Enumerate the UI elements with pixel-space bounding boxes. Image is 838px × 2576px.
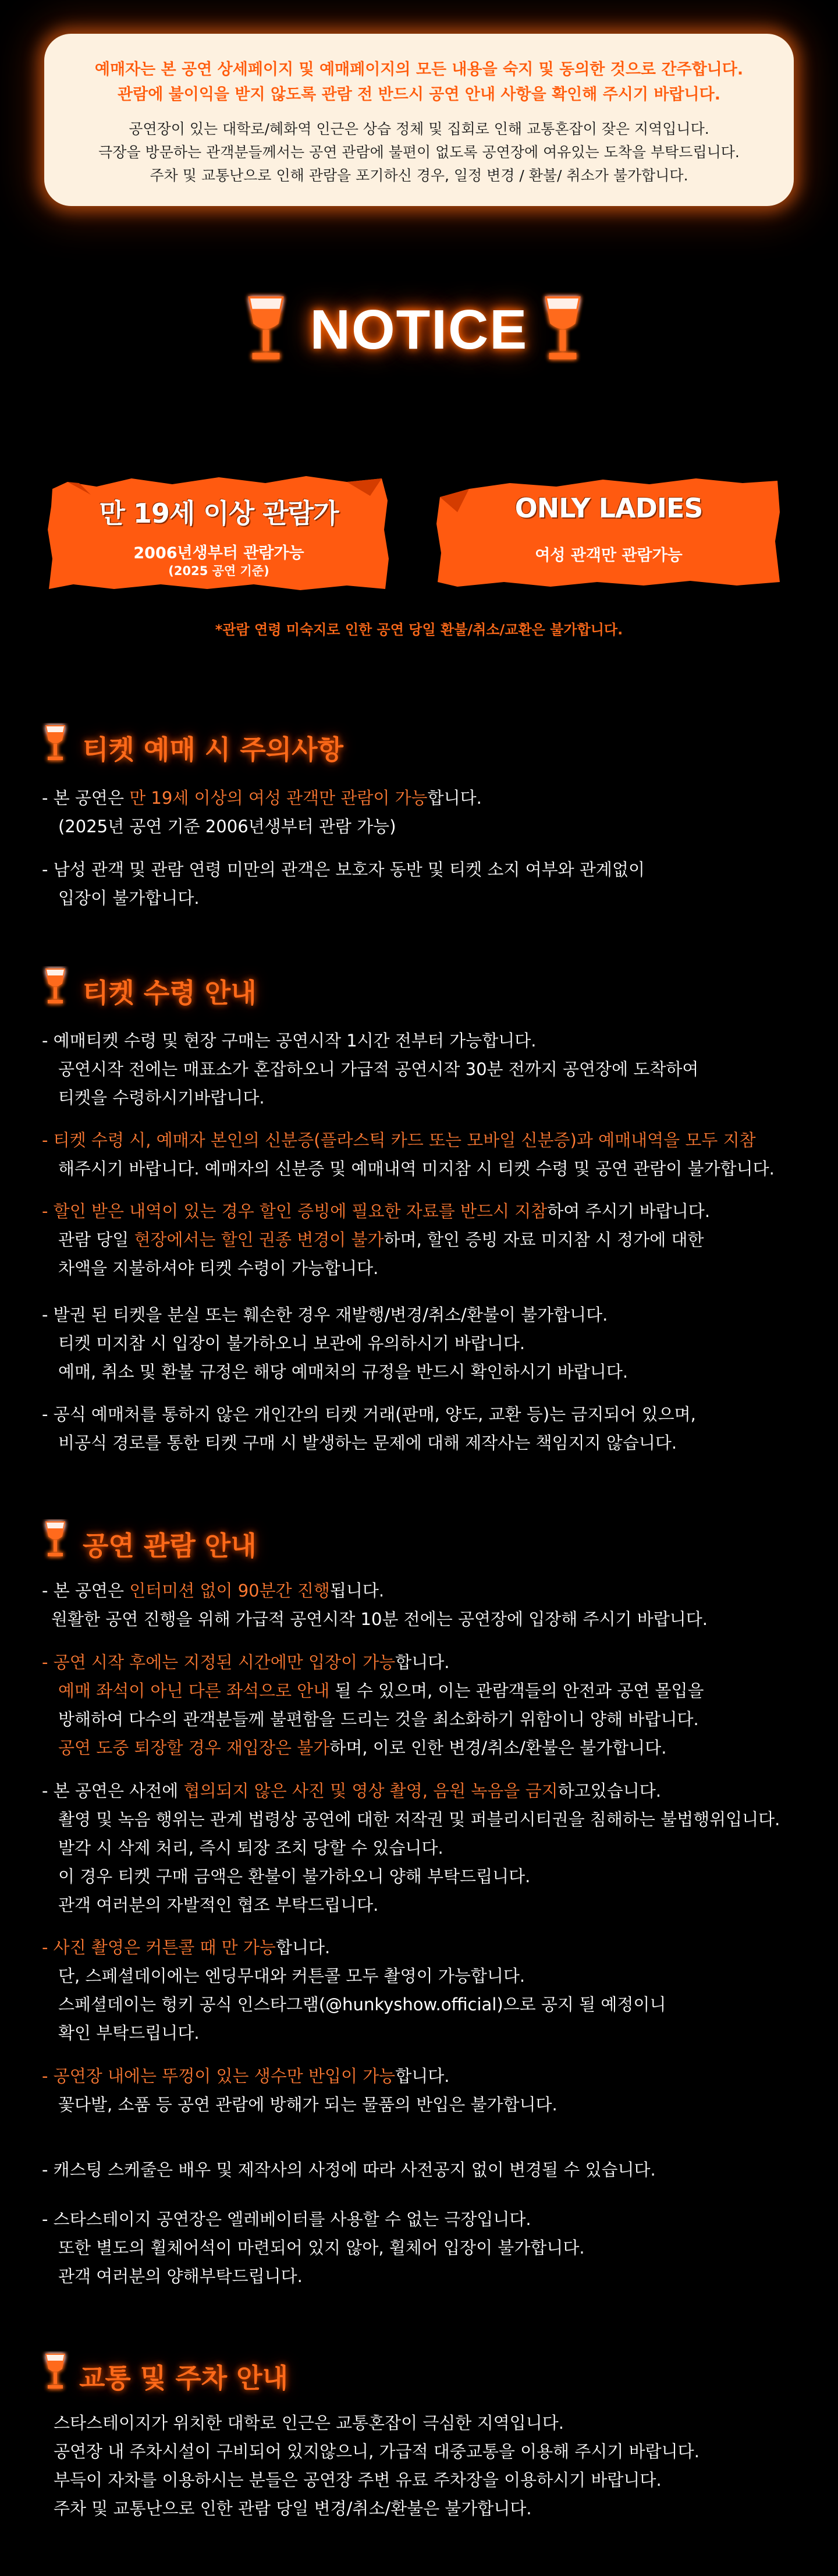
age-note: *관람 연령 미숙지로 인한 공연 당일 환불/취소/교환은 불가합니다.	[215, 622, 623, 638]
section-title-text: 티켓 수령 안내	[83, 977, 257, 1009]
age-badge-title: 만 19세 이상 관람가	[99, 498, 339, 529]
glass-icon	[537, 291, 589, 367]
ticket-pickup-item: - 발권 된 티켓을 분실 또는 훼손한 경우 재발행/변경/취소/환불이 불가합니다. 티켓 미지참 시 입장이 불가하오니 보관에 유의하시기 바랍니다. 예매, 취소 및 환불 규정은 해당 예매처의 규정을 반드시 확인하시기 바랍니다.	[42, 1305, 628, 1382]
ladies-badge-sub: 여성 관객만 관람가능	[535, 547, 683, 565]
glass-icon	[41, 1519, 70, 1562]
notice-box	[44, 34, 794, 206]
ladies-badge-title: ONLY LADIES	[514, 492, 703, 524]
warning-line: 관람에 불이익을 받지 않도록 관람 전 반드시 공연 안내 사항을 확인해 주시기 바랍니다.	[118, 86, 720, 104]
torn-paper-shape	[434, 466, 783, 594]
traffic-text: 스타스테이지가 위치한 대학로 인근은 교통혼잡이 극심한 지역입니다. 공연장 내 주차시설이 구비되어 있지않으니, 가급적 대중교통을 이용해 주시기 바랍니다. 부득이 자차를 이용하시는 분들은 공연장 주변 유료 주차장을 이용하시기 바랍니다. 주차 및 교통난으로 인한 관람 당일 변경/취소/환불은 불가합니다.	[54, 2413, 699, 2518]
glass-icon	[41, 966, 70, 1009]
age-badge	[44, 466, 393, 594]
viewing-item: - 본 공연은 사전에 협의되지 않은 사진 및 영상 촬영, 음원 녹음을 금지하고있습니다. 촬영 및 녹음 행위는 관계 법령상 공연에 대한 저작권 및 퍼블리시티권을 침해하는 불법행위입니다. 발각 시 삭제 처리, 즉시 퇴장 조치 당할 수 있습니다. 이 경우 티켓 구매 금액은 환불이 불가하오니 양해 부탁드립니다. 관객 여러분의 자발적인 협조 부탁드립니다.	[42, 1781, 780, 1915]
warning-line: 예매자는 본 공연 상세페이지 및 예매페이지의 모든 내용을 숙지 및 동의한 것으로 간주합니다.	[94, 61, 744, 79]
info-line: 극장을 방문하는 관객분들께서는 공연 관람에 불편이 없도록 공연장에 여유있는 도착을 부탁드립니다.	[98, 144, 740, 161]
section-title-text: 티켓 예매 시 주의사항	[83, 734, 343, 765]
ticket-pickup-item: - 공식 예매처를 통하지 않은 개인간의 티켓 거래(판매, 양도, 교환 등)는 금지되어 있으며, 비공식 경로를 통한 티켓 구매 시 발생하는 문제에 대해 제작사는 책임지지 않습니다.	[42, 1404, 696, 1453]
section-title-traffic	[41, 2351, 448, 2398]
ticket-pickup-item: - 티켓 수령 시, 예매자 본인의 신분증(플라스틱 카드 또는 모바일 신분증)과 예매내역을 모두 지참 해주시기 바랍니다. 예매자의 신분증 및 예매내역 미지참 시 티켓 수령 및 공연 관람이 불가합니다.	[42, 1130, 775, 1179]
viewing-item: - 캐스팅 스케줄은 배우 및 제작사의 사정에 따라 사전공지 없이 변경될 수 있습니다.	[42, 2160, 656, 2180]
viewing-item: - 공연장 내에는 뚜껑이 있는 생수만 반입이 가능합니다. 꽃다발, 소품 등 공연 관람에 방해가 되는 물품의 반입은 불가합니다.	[42, 2066, 558, 2114]
section-title-text: 공연 관람 안내	[83, 1530, 257, 1562]
section-title-viewing	[41, 1519, 448, 1566]
age-badge-sub: 2006년생부터 관람가능	[133, 544, 304, 562]
notice-heading	[0, 291, 838, 378]
ticket-pickup-item: - 예매티켓 수령 및 현장 구매는 공연시작 1시간 전부터 가능합니다. 공연시작 전에는 매표소가 혼잡하오니 가급적 공연시작 30분 전까지 공연장에 도착하여 티켓을 수령하시기바랍니다.	[42, 1031, 699, 1108]
ticket-booking-item: - 본 공연은 만 19세 이상의 여성 관객만 관람이 가능합니다. (2025년 공연 기준 2006년생부터 관람 가능)	[42, 788, 482, 836]
viewing-item: - 사진 촬영은 커튼콜 때 만 가능합니다. 단, 스페셜데이에는 엔딩무대와 커튼콜 모두 촬영이 가능합니다. 스페셜데이는 헝키 공식 인스타그램(@hunkyshow.official)으로 공지 될 예정이니 확인 부탁드립니다.	[42, 1938, 666, 2043]
ticket-booking-item: - 남성 관객 및 관람 연령 미만의 관객은 보호자 동반 및 티켓 소지 여부와 관계없이 입장이 불가합니다.	[42, 860, 645, 908]
glass-icon	[41, 723, 70, 766]
section-title-text: 교통 및 주차 안내	[79, 2362, 289, 2394]
viewing-item: - 스타스테이지 공연장은 엘레베이터를 사용할 수 없는 극장입니다. 또한 별도의 휠체어석이 마련되어 있지 않아, 휠체어 입장이 불가합니다. 관객 여러분의 양해부탁드립니다.	[42, 2209, 585, 2286]
ladies-badge	[434, 466, 783, 594]
info-line: 공연장이 있는 대학로/혜화역 인근은 상습 정체 및 집회로 인해 교통혼잡이 잦은 지역입니다.	[129, 120, 709, 137]
ticket-pickup-item: - 할인 받은 내역이 있는 경우 할인 증빙에 필요한 자료를 반드시 지참하여 주시기 바랍니다. 관람 당일 현장에서는 할인 권종 변경이 불가하며, 할인 증빙 자료 미지참 시 정가에 대한 차액을 지불하셔야 티켓 수령이 가능합니다.	[42, 1201, 711, 1278]
glass-icon	[41, 2351, 70, 2394]
viewing-item: - 본 공연은 인터미션 없이 90분간 진행됩니다. 원활한 공연 진행을 위해 가급적 공연시작 10분 전에는 공연장에 입장해 주시기 바랍니다.	[42, 1581, 708, 1629]
notice-title: NOTICE	[310, 299, 528, 361]
section-title-ticket-pickup	[41, 966, 448, 1013]
age-badge-sub2: (2025 공연 기준)	[168, 564, 269, 578]
info-line: 주차 및 교통난으로 인해 관람을 포기하신 경우, 일정 변경 / 환불/ 취소가 불가합니다.	[150, 167, 688, 184]
section-title-ticket-booking	[41, 723, 448, 769]
viewing-item: - 공연 시작 후에는 지정된 시간에만 입장이 가능합니다. 예매 좌석이 아닌 다른 좌석으로 안내 될 수 있으며, 이는 관람객들의 안전과 공연 몰입을 방해하여 다수의 관객분들께 불편함을 드리는 것을 최소화하기 위함이니 양해 바랍니다. 공연 도중 퇴장할 경우 재입장은 불가하며, 이로 인한 변경/취소/환불은 불가합니다.	[42, 1652, 704, 1758]
